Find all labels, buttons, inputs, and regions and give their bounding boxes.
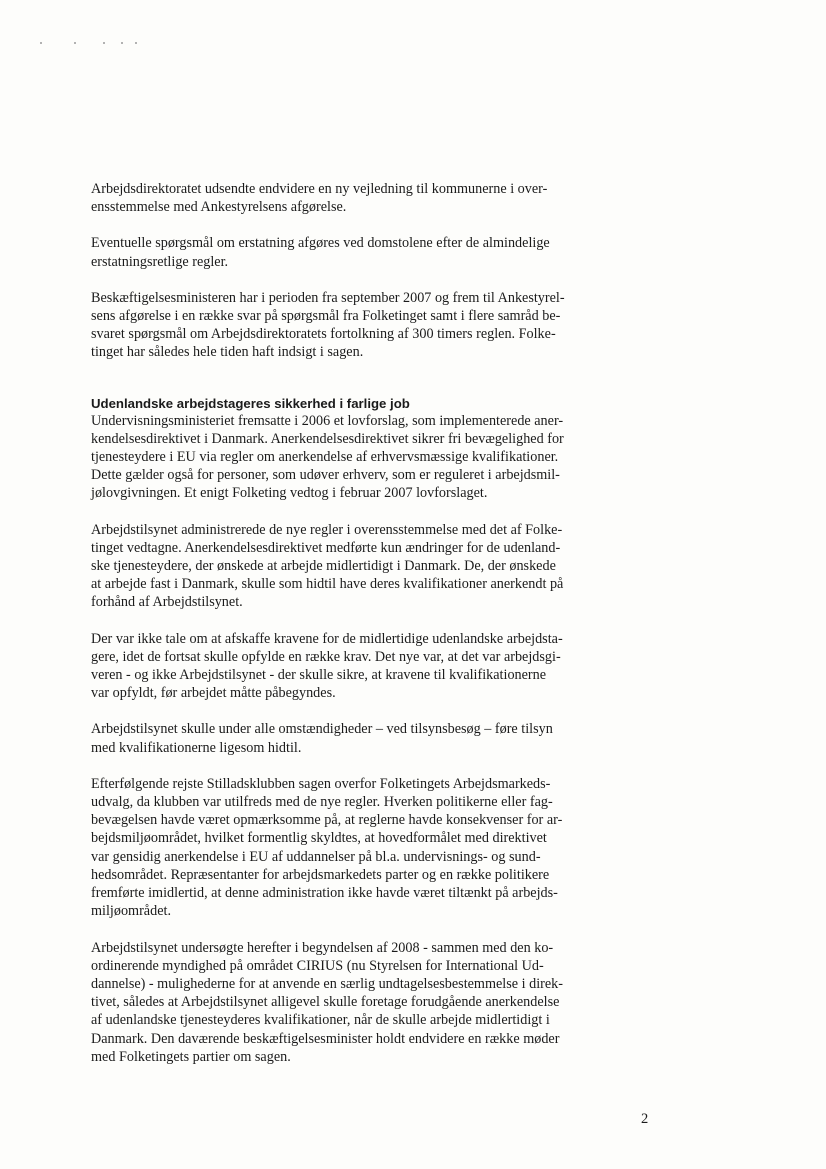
scan-speck: [40, 42, 42, 44]
text-line: var gensidig anerkendelse i EU af uddannelser på bl.a. undervisnings- og sund-: [91, 848, 541, 865]
text-line: Der var ikke tale om at afskaffe kravene for de midlertidige udenlandske arbejdsta-: [91, 630, 563, 647]
document-body: [91, 180, 651, 1066]
text-line: Eventuelle spørgsmål om erstatning afgøres ved domstolene efter de almindelige: [91, 235, 550, 252]
scan-speck: [74, 42, 76, 44]
text-line: Arbejdsdirektoratet udsendte endvidere en ny vejledning til kommunerne i over-: [91, 181, 548, 197]
text-line: med kvalifikationerne ligesom hidtil.: [91, 739, 302, 756]
text-line: gere, idet de fortsat skulle opfylde en række krav. Det nye var, at det var arbejdsgi-: [91, 648, 561, 665]
text-line: tjenesteydere i EU via regler om anerkendelse af erhvervsmæssige kvalifikationer.: [91, 449, 559, 466]
section-udenlandske-arbejdstagere: [91, 395, 651, 1066]
text-line: tivet, således at Arbejdstilsynet alligevel skulle foretage forudgående anerkendelse: [91, 994, 560, 1011]
scan-speck: [103, 42, 105, 44]
scan-specks: [40, 40, 160, 48]
text-line: Arbejdstilsynet skulle under alle omstændigheder – ved tilsynsbesøg – føre tilsyn: [91, 721, 553, 738]
paragraph: [91, 234, 651, 270]
text-line: at arbejde fast i Danmark, skulle som hidtil have deres kvalifikationer anerkendt på: [91, 576, 564, 593]
paragraph: [91, 412, 651, 503]
paragraph: [91, 720, 651, 756]
text-line: fremførte imidlertid, at denne administration ikke havde været tiltænkt på arbejds-: [91, 885, 558, 902]
page-number: 2: [641, 1111, 649, 1127]
text-line: hedsområdet. Repræsentanter for arbejdsmarkedets parter og en række politikere: [91, 866, 550, 883]
text-line: Beskæftigelsesministeren har i perioden fra september 2007 og frem til Ankestyrel-: [91, 289, 565, 306]
text-line: af udenlandske tjenesteyderes kvalifikationer, når de skulle arbejde midlertidigt i: [91, 1012, 550, 1029]
scan-speck: [121, 42, 123, 44]
text-line: ske tjenesteydere, der ønskede at arbejde midlertidigt i Danmark. De, der ønskede: [91, 558, 556, 575]
text-line: jølovgivningen. Et enigt Folketing vedtog i februar 2007 lovforslaget.: [91, 485, 488, 502]
text-line: bejdsmiljøområdet, hvilket formentlig skyldtes, at hovedformålet med direktivet: [91, 830, 547, 847]
text-line: forhånd af Arbejdstilsynet.: [91, 594, 243, 611]
text-line: dannelse) - mulighederne for at anvende en særlig undtagelsesbestemmelse i direk-: [91, 975, 563, 992]
text-line: ordinerende myndighed på området CIRIUS (nu Styrelsen for International Ud-: [91, 957, 544, 974]
text-line: miljøområdet.: [91, 903, 171, 920]
text-line: kendelsesdirektivet i Danmark. Anerkendelsesdirektivet sikrer fri bevægelighed for: [91, 430, 564, 447]
text-line: Undervisningsministeriet fremsatte i 2006 et lovforslag, som implementerede aner-: [91, 412, 564, 429]
text-line: sens afgørelse i en række svar på spørgsmål fra Folketinget samt i flere samråd be-: [91, 308, 561, 325]
paragraph: [91, 775, 651, 921]
paragraph: [91, 939, 651, 1066]
text-line: Dette gælder også for personer, som udøver erhverv, som er reguleret i arbejdsmil-: [91, 467, 560, 484]
text-line: var opfyldt, før arbejdet måtte påbegyndes.: [91, 685, 336, 702]
text-line: tinget har således hele tiden haft indsigt i sagen.: [91, 344, 364, 361]
paragraph: [91, 289, 651, 362]
text-line: bevægelsen havde været opmærksomme på, at reglerne havde konsekvenser for ar-: [91, 812, 563, 829]
paragraph: [91, 521, 651, 612]
paragraph: [91, 180, 651, 216]
text-line: Danmark. Den daværende beskæftigelsesminister holdt endvidere en række møder: [91, 1030, 560, 1047]
text-line: tinget vedtagne. Anerkendelsesdirektivet medførte kun ændringer for de udenland-: [91, 539, 561, 556]
text-line: Arbejdstilsynet administrerede de nye regler i overensstemmelse med det af Folke-: [91, 521, 563, 538]
text-line: med Folketingets partier om sagen.: [91, 1048, 291, 1065]
text-line: erstatningsretlige regler.: [91, 253, 229, 270]
scan-speck: [135, 42, 137, 44]
text-line: Efterfølgende rejste Stilladsklubben sagen overfor Folketingets Arbejdsmarkeds-: [91, 775, 551, 792]
text-line: Arbejdstilsynet undersøgte herefter i begyndelsen af 2008 - sammen med den ko-: [91, 939, 554, 956]
section-heading: Udenlandske arbejdstageres sikkerhed i farlige job: [91, 395, 410, 411]
text-line: ensstemmelse med Ankestyrelsens afgørelse.: [91, 199, 347, 216]
text-line: veren - og ikke Arbejdstilsynet - der skulle sikre, at kravene til kvalifikationerne: [91, 667, 547, 684]
text-line: svaret spørgsmål om Arbejdsdirektoratets fortolkning af 300 timers reglen. Folke-: [91, 326, 556, 343]
text-line: udvalg, da klubben var utilfreds med de nye regler. Hverken politikerne eller fag-: [91, 794, 553, 811]
paragraph: [91, 630, 651, 703]
